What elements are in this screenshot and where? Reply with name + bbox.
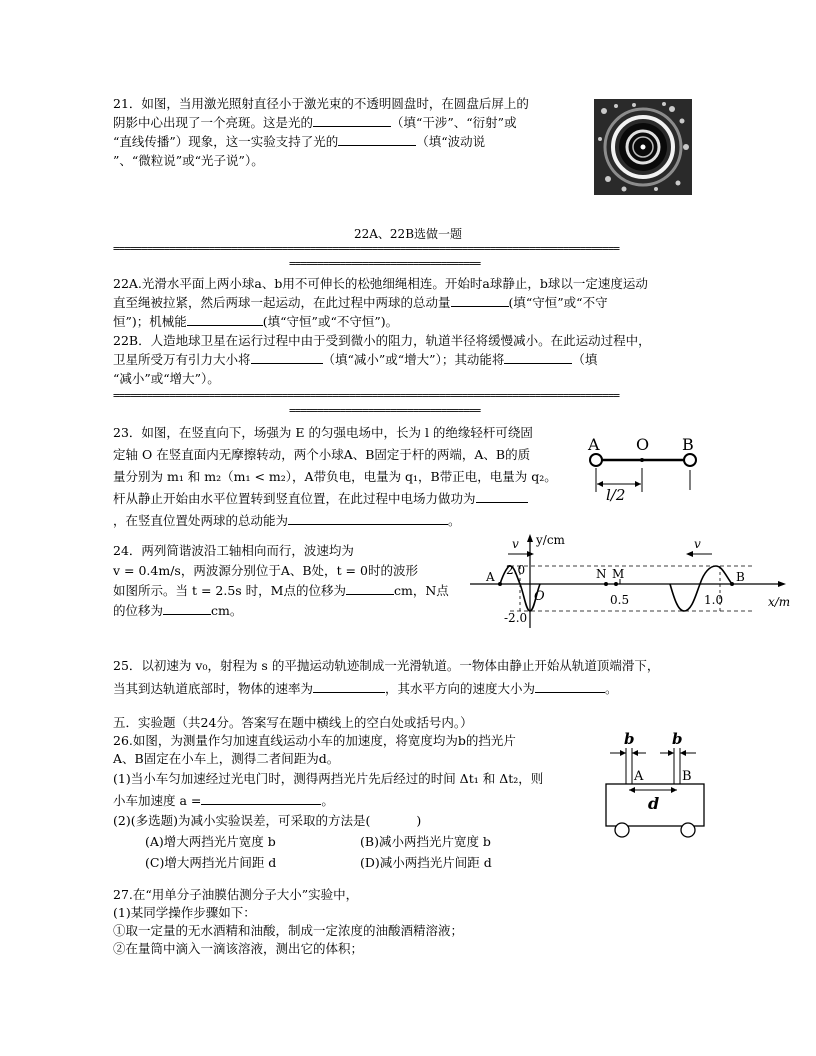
q23-line3: 量分别为 m₁ 和 m₂（m₁ < m₂），A带负电，电量为 q₁，B带正电，电量为 q₂。 xyxy=(113,469,557,484)
section-5-title: 五．实验题（共24分。答案写在题中横线上的空白处或括号内。） xyxy=(113,715,473,730)
velocity-b-label: v xyxy=(694,537,701,551)
q21-line4: ”、“微粒说”或“光子说”）。 xyxy=(113,153,264,168)
q22a-line1: 22A.光滑水平面上两小球a、b用不可伸长的松弛细绳相连。开始时a球静止，b球以一定速度运动 xyxy=(113,276,648,291)
choice-title: 22A、22B选做一题 xyxy=(353,227,463,241)
q23-blank-2[interactable] xyxy=(288,511,448,525)
y-tick-top: 2.0 xyxy=(506,563,526,577)
rod-figure xyxy=(584,428,714,502)
q22b-line2: 卫星所受万有引力大小将 （填“减小”或“增大”）；其动能将 （填 xyxy=(113,352,598,367)
question-27 xyxy=(113,886,713,958)
rod-label-o: O xyxy=(636,435,650,454)
cart-label-d: d xyxy=(648,794,660,813)
ball-a xyxy=(590,454,602,466)
q23-line5: ，在竖直位置处两球的总动能为 。 xyxy=(113,513,461,528)
diffraction-spot-image xyxy=(594,99,692,195)
q26-option-a[interactable]: (A)增大两挡光片宽度 b xyxy=(145,834,276,849)
pivot-o xyxy=(640,458,644,462)
q25-blank-1[interactable] xyxy=(313,679,385,693)
question-22 xyxy=(113,274,713,388)
q23-line4: 杆从静止开始由水平位置转到竖直位置，在此过程中电场力做功为 xyxy=(113,488,583,510)
q26-blank-2[interactable] xyxy=(370,812,416,825)
separator-1a: ========================================================================================== xyxy=(113,243,620,255)
q25-line2: 当其到达轨道底部时，物体的速率为 ，其水平方向的速度大小为 。 xyxy=(113,681,618,696)
q27-line3: ①取一定量的无水酒精和油酸，制成一定浓度的油酸酒精溶液； xyxy=(113,923,464,938)
cart-wheel-right xyxy=(681,823,695,837)
rod-label-b: B xyxy=(682,435,694,454)
separator-2a: ========================================================================================== xyxy=(113,390,620,402)
q26-option-c[interactable]: (C)增大两挡光片间距 d xyxy=(145,855,277,870)
q21-blank-2[interactable] xyxy=(338,132,416,146)
point-b-label: B xyxy=(736,570,745,584)
q23-blank-1[interactable] xyxy=(476,489,528,503)
cart-figure xyxy=(600,730,712,840)
x-tick-1-0: 1.0 xyxy=(704,593,724,607)
q24-line3: 如图所示。当 t = 2.5s 时，M点的位移为 cm，N点 xyxy=(113,583,449,598)
q21-line2: 阴影中心出现了一个亮斑。这是光的 （填“干涉”、“衍射”或 xyxy=(113,115,517,130)
q25-blank-2[interactable] xyxy=(535,679,605,693)
question-24 xyxy=(113,541,463,621)
question-21 xyxy=(113,94,583,170)
q21-line3: “直线传播”）现象，这一实验支持了光的 （填“波动说 xyxy=(113,134,486,149)
q26-option-d[interactable]: (D)减小两挡光片间距 d xyxy=(360,855,492,870)
q27-line2: (1)某同学操作步骤如下： xyxy=(113,905,256,920)
point-a-label: A xyxy=(486,570,495,584)
q26-blank-1[interactable] xyxy=(201,791,321,805)
q21-blank-1[interactable] xyxy=(313,113,391,127)
velocity-a-label: v xyxy=(512,537,519,551)
q22b-blank-1[interactable] xyxy=(251,350,323,364)
q22a-line3: 恒”)；机械能 (填“守恒”或“不守恒”)。 xyxy=(113,314,399,329)
point-m-label: M xyxy=(612,567,625,581)
q22a-blank-1[interactable] xyxy=(451,293,509,307)
q26-line4: 小车加速度 a = 。 xyxy=(113,793,334,808)
cart-wheel-left xyxy=(615,823,629,837)
origin-label: O xyxy=(534,589,545,604)
separator-1b: ================================== xyxy=(289,258,481,270)
q27-line1: 27.在“用单分子油膜估测分子大小”实验中， xyxy=(113,887,359,902)
q26-option-b[interactable]: (B)减小两挡光片宽度 b xyxy=(360,834,491,849)
cart-label-b-left: b xyxy=(624,730,635,748)
question-26 xyxy=(113,714,613,830)
x-tick-0-5: 0.5 xyxy=(610,593,630,607)
cart-label-bb: B xyxy=(682,769,692,784)
q22b-blank-2[interactable] xyxy=(504,350,572,364)
rod-half-length: l/2 xyxy=(606,486,626,502)
q25-line1: 25．以初速为 v₀，射程为 s 的平抛运动轨迹制成一光滑轨道。一物体由静止开始从轨道顶端滑下， xyxy=(113,658,660,673)
q22b-line1: 22B．人造地球卫星在运行过程中由于受到微小的阻力，轨道半径将缓慢减小。在此运动过程中， xyxy=(113,333,651,348)
question-25 xyxy=(113,654,713,700)
cart-label-b-right: b xyxy=(672,730,683,748)
q27-line4: ②在量筒中滴入一滴该溶液，测出它的体积； xyxy=(113,941,364,956)
q21-line1: 21．如图，当用激光照射直径小于激光束的不透明圆盘时，在圆盘后屏上的 xyxy=(113,96,529,111)
q22b-line3: “减小”或“增大”）。 xyxy=(113,371,220,386)
wave-figure xyxy=(464,532,796,632)
y-tick-bottom: -2.0 xyxy=(504,611,528,625)
q26-line5: (2)(多选题)为减小实验误差，可采取的方法是( ) xyxy=(113,813,422,828)
q24-line1: 24．两列简谐波沿工轴相向而行，波速均为 xyxy=(113,543,354,558)
y-axis-label: y/cm xyxy=(536,533,565,547)
point-n-label: N xyxy=(596,567,607,581)
q23-line2: 定轴 O 在竖直面内无摩擦转动，两个小球A、B固定于杆的两端，A、B的质 xyxy=(113,447,531,462)
x-axis-label: x/m xyxy=(768,595,791,609)
q26-line1: 26.如图，为测量作匀加速直线运动小车的加速度，将宽度均为b的挡光片 xyxy=(113,733,516,748)
q24-line2: v = 0.4m/s，两波源分别位于A、B处，t = 0时的波形 xyxy=(113,563,418,578)
question-23 xyxy=(113,422,583,532)
q24-line4: 的位移为 cm。 xyxy=(113,603,243,618)
rod-label-a: A xyxy=(588,435,600,454)
q26-line2: A、B固定在小车上，测得二者间距为d。 xyxy=(113,751,340,766)
q26-line3: (1)当小车匀加速经过光电门时，测得两挡光片先后经过的时间 Δt₁ 和 Δt₂，则 xyxy=(113,771,544,786)
q22a-line2: 直至绳被拉紧，然后两球一起运动，在此过程中两球的总动量 (填“守恒”或“不守 xyxy=(113,295,608,310)
cart-label-a: A xyxy=(634,769,644,784)
separator-2b: ================================== xyxy=(289,405,481,417)
q24-blank-2[interactable] xyxy=(163,601,211,615)
q22a-blank-2[interactable] xyxy=(187,312,263,326)
q24-blank-1[interactable] xyxy=(346,581,394,595)
ball-b xyxy=(684,454,696,466)
q23-line1: 23．如图，在竖直向下，场强为 E 的匀强电场中，长为 l 的绝缘轻杆可绕固 xyxy=(113,425,533,440)
